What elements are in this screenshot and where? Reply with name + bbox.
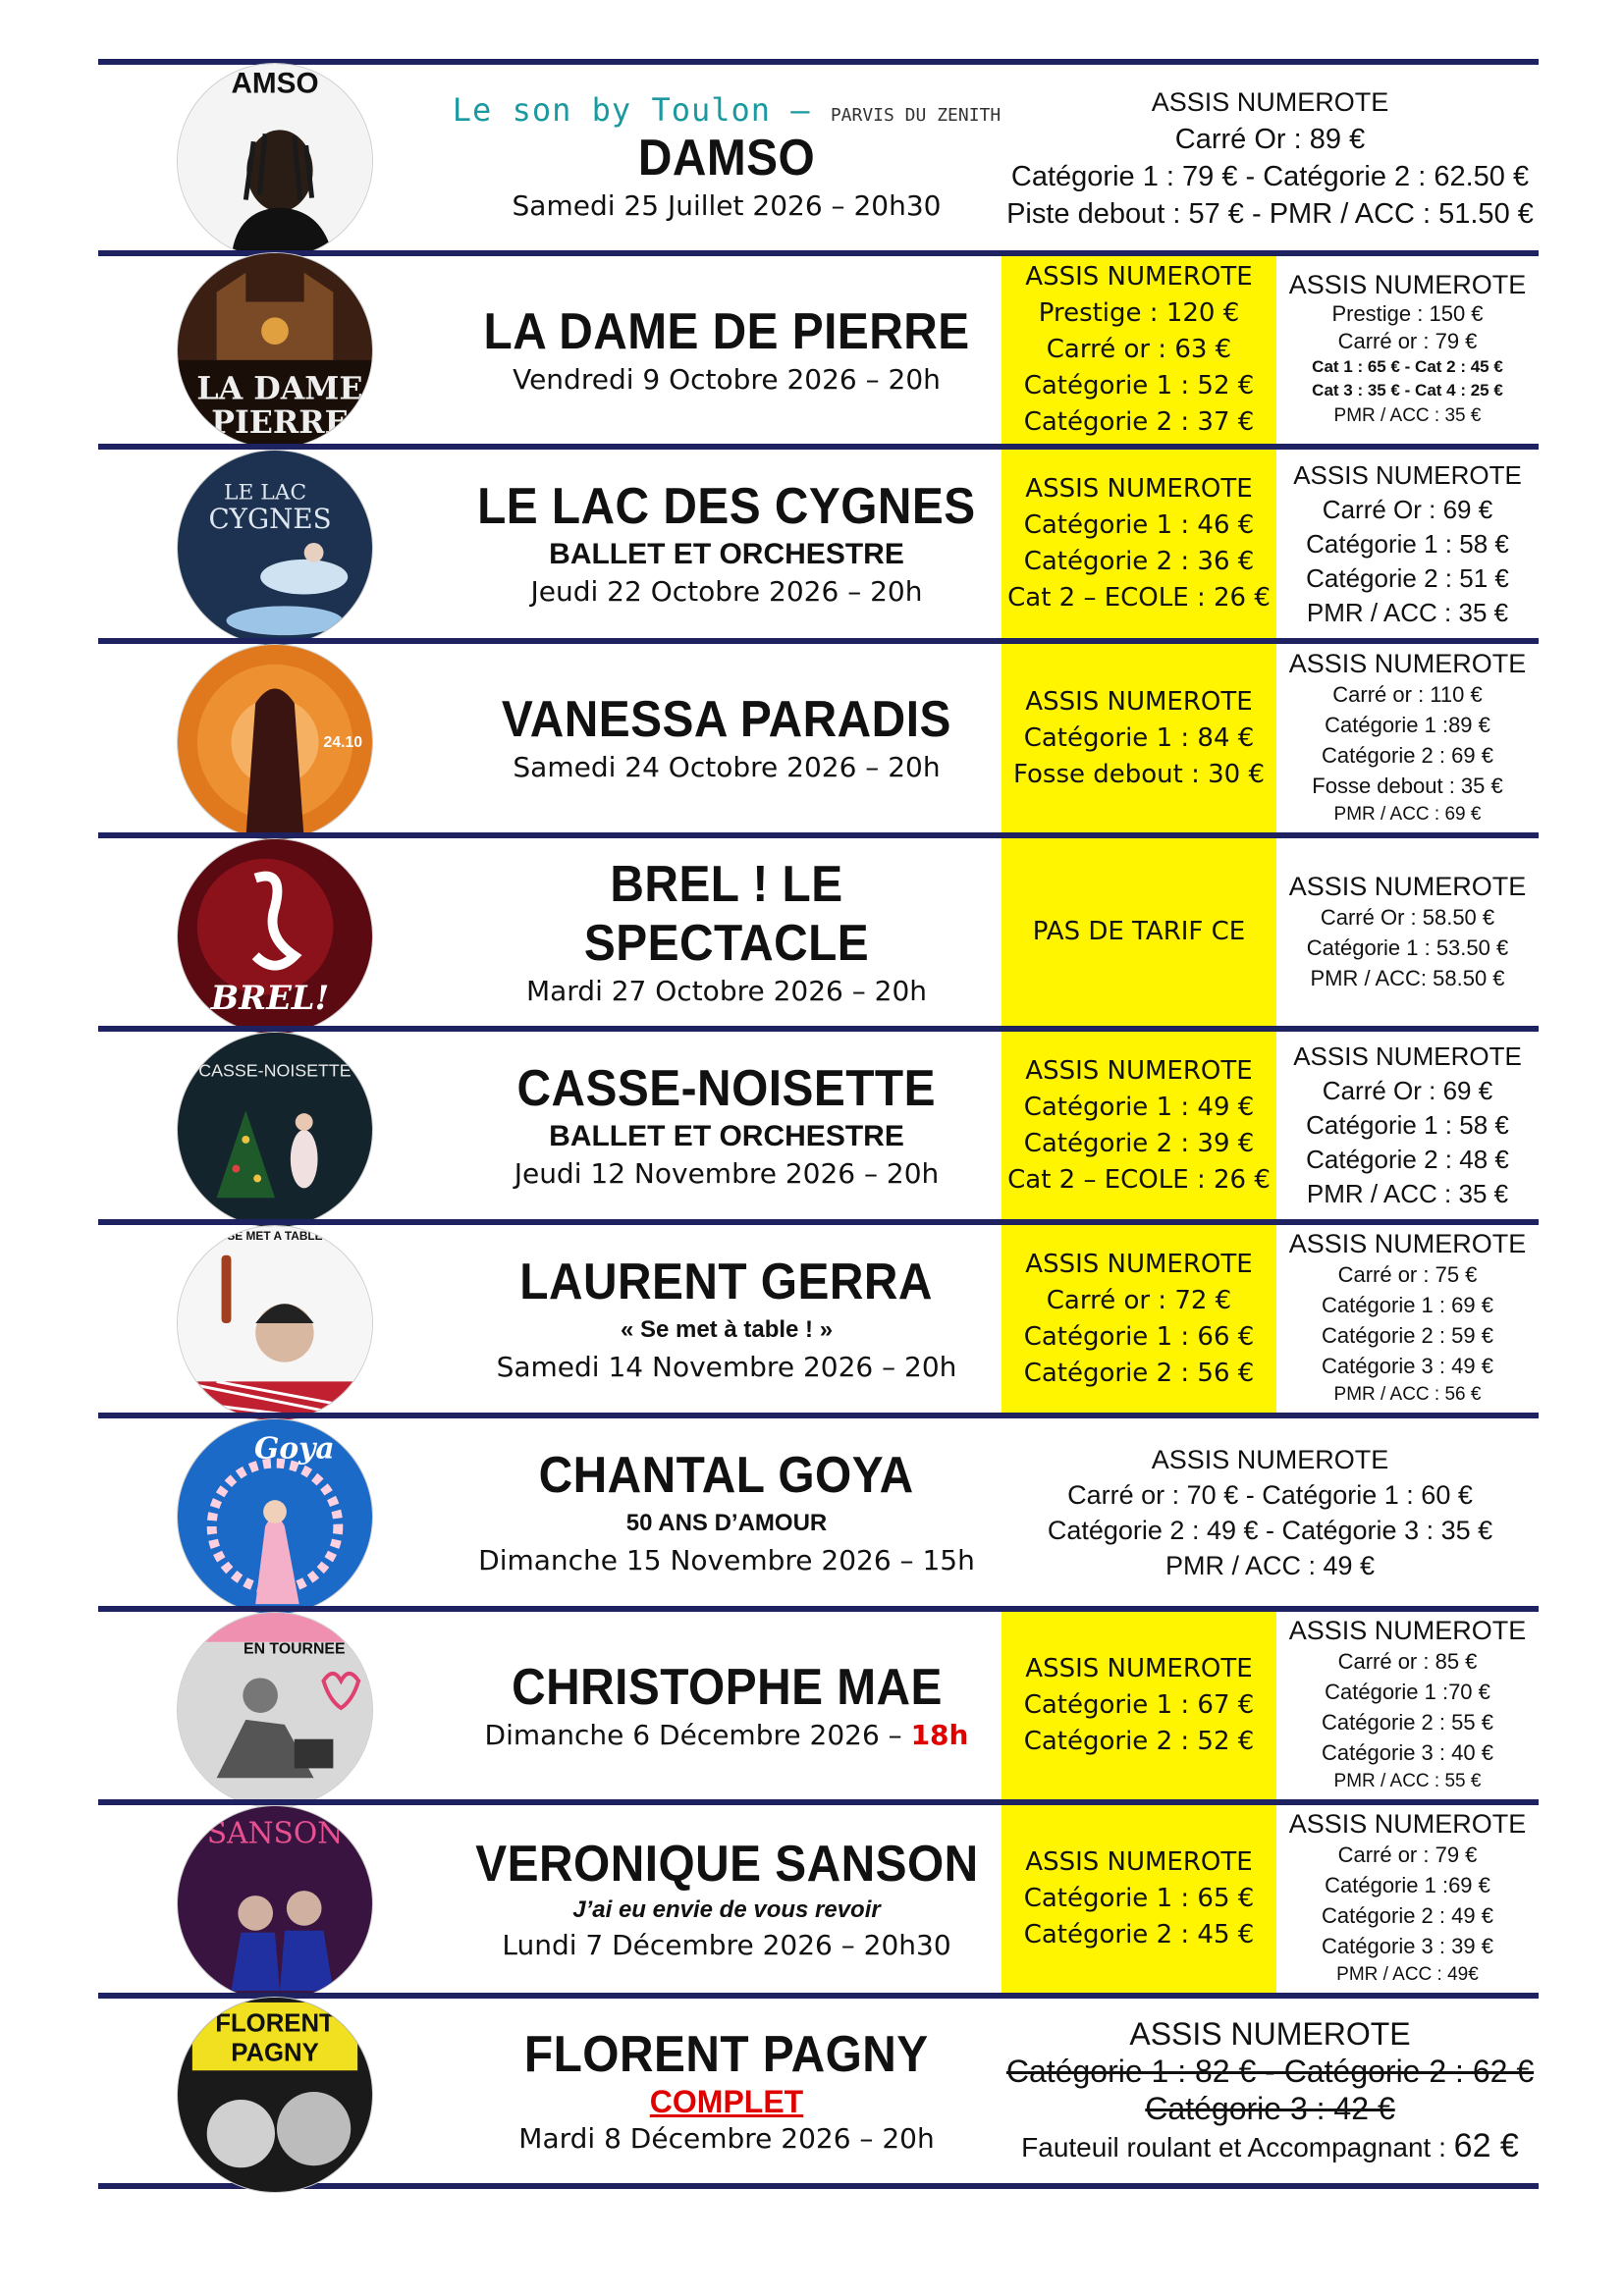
price-line: Catégorie 2 : 49 € - Catégorie 3 : 35 € bbox=[1047, 1515, 1493, 1545]
price-line: Carré or : 79 € bbox=[1337, 329, 1478, 353]
event-image-damso bbox=[177, 63, 373, 259]
event-title: VERONIQUE SANSON bbox=[474, 1835, 979, 1893]
status-badge: COMPLET bbox=[649, 2083, 804, 2119]
event-date: Vendredi 9 Octobre 2026 – 20h bbox=[513, 362, 941, 396]
price-line: Cat 2 – ECOLE : 26 € bbox=[1007, 583, 1271, 613]
event-row-florent-pagny bbox=[98, 1993, 1539, 2189]
price-line: ASSIS NUMEROTE bbox=[1288, 1809, 1527, 1839]
event-image-veronique-sanson bbox=[177, 1805, 373, 2002]
public-prices bbox=[1276, 256, 1539, 444]
public-prices bbox=[1276, 450, 1539, 638]
event-date: Lundi 7 Décembre 2026 – 20h30 bbox=[502, 1928, 951, 1961]
price-line: Catégorie 1 : 67 € bbox=[1023, 1690, 1255, 1720]
price-line: Catégorie 2 : 52 € bbox=[1023, 1727, 1255, 1756]
public-prices bbox=[1276, 838, 1539, 1026]
svg-text:SANSON: SANSON bbox=[206, 1816, 344, 1851]
event-date: Dimanche 15 Novembre 2026 – 15h bbox=[478, 1543, 975, 1576]
event-date: Samedi 24 Octobre 2026 – 20h bbox=[513, 751, 941, 783]
svg-text:CASSE-NOISETTE: CASSE-NOISETTE bbox=[198, 1060, 352, 1081]
price-line: Fosse debout : 30 € bbox=[1012, 759, 1266, 789]
event-info bbox=[452, 1032, 1001, 1219]
price-line: PAS DE TARIF CE bbox=[1032, 917, 1246, 946]
price-line: Carré or : 110 € bbox=[1332, 681, 1483, 707]
event-image-le-lac-des-cygnes bbox=[177, 450, 373, 646]
event-title: FLORENT PAGNY bbox=[524, 2025, 929, 2083]
price-line: Catégorie 1 :70 € bbox=[1325, 1680, 1490, 1704]
event-date: Samedi 25 Juillet 2026 – 20h30 bbox=[512, 188, 942, 222]
event-info bbox=[452, 1999, 1001, 2183]
price-line: Prestige : 120 € bbox=[1038, 298, 1240, 328]
price-line: Cat 3 : 35 € - Cat 4 : 25 € bbox=[1312, 381, 1503, 400]
event-row-casse-noisette bbox=[98, 1026, 1539, 1219]
price-line: Catégorie 2 : 37 € bbox=[1023, 407, 1255, 437]
event-image-vanessa-paradis bbox=[177, 644, 373, 840]
event-date: Mardi 27 Octobre 2026 – 20h bbox=[525, 974, 928, 1007]
price-line: Catégorie 1 :69 € bbox=[1325, 1873, 1490, 1897]
price-line: Catégorie 2 : 55 € bbox=[1322, 1710, 1493, 1735]
public-prices bbox=[1276, 1225, 1539, 1413]
event-subtitle: J’ai eu envie de vous revoir bbox=[572, 1896, 881, 1923]
price-line: ASSIS NUMEROTE bbox=[1025, 1654, 1253, 1683]
svg-text:CYGNES: CYGNES bbox=[208, 503, 332, 536]
price-line: PMR / ACC : 49€ bbox=[1336, 1964, 1479, 1985]
price-line: ASSIS NUMEROTE bbox=[1025, 1847, 1253, 1877]
price-line: ASSIS NUMEROTE bbox=[1288, 1229, 1527, 1258]
event-image-casse-noisette bbox=[177, 1032, 373, 1228]
price-line: PMR / ACC : 55 € bbox=[1333, 1771, 1482, 1791]
event-row-la-dame-de-pierre bbox=[98, 250, 1539, 444]
event-subtitle: BALLET ET ORCHESTRE bbox=[549, 538, 904, 570]
price-line: Catégorie 1 : 66 € bbox=[1023, 1321, 1255, 1352]
event-title: CASSE-NOISETTE bbox=[516, 1059, 937, 1117]
full-prices bbox=[1001, 1418, 1539, 1606]
price-line: Catégorie 2 : 59 € bbox=[1322, 1323, 1493, 1348]
event-info bbox=[452, 838, 1001, 1026]
public-prices bbox=[1276, 644, 1539, 832]
event-info bbox=[452, 1225, 1001, 1413]
price-line: PMR / ACC : 35 € bbox=[1306, 597, 1509, 627]
public-prices bbox=[1276, 1032, 1539, 1219]
svg-text:AMSO: AMSO bbox=[231, 67, 319, 100]
price-line: Catégorie 1 :89 € bbox=[1325, 712, 1490, 737]
price-line: Piste debout : 57 € - PMR / ACC : 51.50 € bbox=[1006, 197, 1534, 230]
svg-text:LE LAC: LE LAC bbox=[224, 480, 307, 506]
price-line: ASSIS NUMEROTE bbox=[1288, 648, 1527, 678]
price-list bbox=[98, 59, 1539, 2189]
event-image-brel bbox=[177, 838, 373, 1035]
price-line: Catégorie 3 : 40 € bbox=[1322, 1740, 1493, 1765]
price-line: PMR / ACC : 56 € bbox=[1333, 1384, 1482, 1405]
price-line: ASSIS NUMEROTE bbox=[1288, 1616, 1527, 1645]
ce-prices bbox=[1001, 256, 1276, 444]
price-line: Catégorie 1 : 84 € bbox=[1023, 722, 1255, 753]
event-subtitle: « Se met à table ! » bbox=[620, 1315, 834, 1343]
event-title: LE LAC DES CYGNES bbox=[477, 478, 976, 535]
event-row-christophe-mae bbox=[98, 1606, 1539, 1799]
svg-text:LA DAME: LA DAME bbox=[196, 370, 363, 407]
price-line: Carré Or : 89 € bbox=[1174, 123, 1366, 155]
price-line: Catégorie 3 : 39 € bbox=[1322, 1934, 1493, 1958]
event-row-veronique-sanson bbox=[98, 1799, 1539, 1993]
public-prices bbox=[1276, 1612, 1539, 1799]
price-line: Catégorie 2 : 49 € bbox=[1322, 1903, 1493, 1928]
price-line: Carré Or : 69 € bbox=[1322, 494, 1493, 524]
price-line: ASSIS NUMEROTE bbox=[1293, 459, 1522, 490]
event-info bbox=[452, 256, 1001, 444]
price-line: PMR / ACC : 69 € bbox=[1333, 803, 1482, 825]
event-info bbox=[452, 1418, 1001, 1606]
price-line: PMR / ACC: 58.50 € bbox=[1310, 965, 1505, 990]
price-line: Fosse debout : 35 € bbox=[1312, 773, 1503, 798]
event-row-vanessa-paradis bbox=[98, 638, 1539, 832]
event-info bbox=[452, 1805, 1001, 1993]
event-image-laurent-gerra bbox=[177, 1225, 373, 1421]
price-line: Cat 2 – ECOLE : 26 € bbox=[1007, 1164, 1271, 1195]
price-line: Catégorie 2 : 69 € bbox=[1322, 742, 1493, 768]
svg-text:SE MET A TABLE: SE MET A TABLE bbox=[227, 1228, 323, 1243]
price-line: ASSIS NUMEROTE bbox=[1025, 1249, 1253, 1279]
event-time-highlight: 18h bbox=[910, 1718, 969, 1751]
price-line: Catégorie 1 : 69 € bbox=[1322, 1293, 1493, 1317]
event-image-la-dame-de-pierre bbox=[177, 252, 373, 449]
event-image-chantal-goya bbox=[177, 1418, 373, 1615]
price-line: Carré or : 63 € bbox=[1046, 335, 1232, 364]
event-row-laurent-gerra bbox=[98, 1219, 1539, 1413]
event-title: CHRISTOPHE MAE bbox=[511, 1658, 943, 1716]
event-date: Jeudi 22 Octobre 2026 – 20h bbox=[530, 575, 923, 608]
price-line: Catégorie 2 : 51 € bbox=[1306, 562, 1509, 593]
price-line: Catégorie 1 : 52 € bbox=[1023, 371, 1255, 400]
price-line: Catégorie 1 : 49 € bbox=[1023, 1092, 1255, 1122]
price-line: Prestige : 150 € bbox=[1331, 301, 1484, 326]
event-info bbox=[452, 450, 1001, 638]
price-line: Catégorie 2 : 45 € bbox=[1023, 1920, 1255, 1949]
svg-text:24.10: 24.10 bbox=[323, 733, 363, 751]
svg-text:BREL!: BREL! bbox=[210, 978, 330, 1018]
price-line: ASSIS NUMEROTE bbox=[1025, 474, 1253, 504]
full-prices bbox=[1001, 1999, 1539, 2183]
price-line: Cat 1 : 65 € - Cat 2 : 45 € bbox=[1312, 357, 1503, 376]
event-title: VANESSA PARADIS bbox=[502, 691, 951, 748]
ce-prices bbox=[1001, 1225, 1276, 1413]
price-line: ASSIS NUMEROTE bbox=[1129, 2016, 1411, 2052]
price-line: Carré Or : 69 € bbox=[1322, 1076, 1493, 1105]
price-line: ASSIS NUMEROTE bbox=[1151, 1444, 1389, 1474]
price-line: Catégorie 1 : 58 € bbox=[1306, 1110, 1509, 1140]
price-line: ASSIS NUMEROTE bbox=[1025, 1055, 1253, 1086]
ce-prices bbox=[1001, 1612, 1276, 1799]
svg-text:FLORENT: FLORENT bbox=[215, 2009, 335, 2038]
price-line: Catégorie 2 : 48 € bbox=[1306, 1145, 1509, 1174]
event-date: Mardi 8 Décembre 2026 – 20h bbox=[518, 2121, 935, 2155]
ce-prices bbox=[1001, 1032, 1276, 1219]
event-title: LAURENT GERRA bbox=[519, 1253, 934, 1310]
event-title: CHANTAL GOYA bbox=[538, 1446, 915, 1504]
price-line: Carré or : 70 € - Catégorie 1 : 60 € bbox=[1067, 1479, 1473, 1510]
event-date: Dimanche 6 Décembre 2026 – 18h bbox=[484, 1718, 969, 1751]
price-line-struck: Catégorie 3 : 42 € bbox=[1145, 2091, 1395, 2126]
event-image-christophe-mae bbox=[177, 1612, 373, 1808]
price-line: Catégorie 1 : 58 € bbox=[1306, 528, 1509, 559]
price-line: ASSIS NUMEROTE bbox=[1025, 686, 1253, 717]
price-line: Catégorie 3 : 49 € bbox=[1322, 1354, 1493, 1378]
price-line: Catégorie 2 : 39 € bbox=[1023, 1128, 1255, 1158]
ce-prices bbox=[1001, 1805, 1276, 1993]
price-line: PMR / ACC : 35 € bbox=[1306, 1179, 1509, 1208]
price-line: Fauteuil roulant et Accompagnant : 62 € bbox=[1021, 2127, 1519, 2164]
event-subtitle: BALLET ET ORCHESTRE bbox=[549, 1119, 904, 1152]
price-line: Catégorie 1 : 65 € bbox=[1023, 1884, 1255, 1913]
price-line: Carré or : 79 € bbox=[1337, 1842, 1478, 1867]
event-date: Samedi 14 Novembre 2026 – 20h bbox=[496, 1350, 957, 1383]
price-line: Catégorie 1 : 53.50 € bbox=[1306, 934, 1509, 960]
svg-text:Goya: Goya bbox=[253, 1431, 335, 1467]
price-line: Carré or : 85 € bbox=[1337, 1649, 1478, 1674]
event-info bbox=[452, 1612, 1001, 1799]
price-line: PMR / ACC : 49 € bbox=[1164, 1550, 1376, 1580]
price-line: Catégorie 2 : 56 € bbox=[1023, 1358, 1255, 1388]
price-line: ASSIS NUMEROTE bbox=[1288, 871, 1527, 901]
price-line: ASSIS NUMEROTE bbox=[1293, 1041, 1522, 1071]
price-line: PMR / ACC : 35 € bbox=[1333, 405, 1482, 426]
ce-prices bbox=[1001, 838, 1276, 1026]
price-line: Catégorie 2 : 36 € bbox=[1023, 547, 1255, 576]
svg-text:PIERRE: PIERRE bbox=[211, 404, 349, 442]
full-prices bbox=[1001, 65, 1539, 250]
price-line: ASSIS NUMEROTE bbox=[1151, 86, 1389, 117]
price-line: Carré or : 75 € bbox=[1337, 1262, 1478, 1287]
price-line: Catégorie 1 : 46 € bbox=[1023, 510, 1255, 540]
public-prices bbox=[1276, 1805, 1539, 1993]
ce-prices bbox=[1001, 644, 1276, 832]
price-line: Carré or : 72 € bbox=[1046, 1285, 1232, 1315]
event-title: LA DAME DE PIERRE bbox=[483, 302, 970, 360]
ce-prices bbox=[1001, 450, 1276, 638]
event-row-brel bbox=[98, 832, 1539, 1026]
event-row-chantal-goya bbox=[98, 1413, 1539, 1606]
event-subtitle: 50 ANS D’AMOUR bbox=[625, 1509, 828, 1536]
event-image-florent-pagny bbox=[177, 1997, 373, 2193]
price-line: ASSIS NUMEROTE bbox=[1288, 270, 1527, 299]
price-line: Catégorie 1 : 79 € - Catégorie 2 : 62.50 € bbox=[1010, 160, 1530, 192]
event-title: BREL ! LE SPECTACLE bbox=[583, 855, 870, 972]
event-row-le-lac-des-cygnes bbox=[98, 444, 1539, 638]
svg-text:PAGNY: PAGNY bbox=[231, 2039, 319, 2067]
price-line-struck: Catégorie 1 : 82 € - Catégorie 2 : 62 € bbox=[1005, 2054, 1535, 2089]
venue-label: Le son by Toulon – PARVIS DU ZENITH bbox=[452, 90, 1001, 129]
event-date: Jeudi 12 Novembre 2026 – 20h bbox=[514, 1156, 940, 1190]
event-info bbox=[452, 65, 1001, 250]
event-row-damso bbox=[98, 59, 1539, 250]
event-title: DAMSO bbox=[637, 129, 816, 187]
svg-text:EN TOURNEE: EN TOURNEE bbox=[244, 1640, 346, 1658]
price-line: Carré Or : 58.50 € bbox=[1320, 904, 1495, 930]
price-line: ASSIS NUMEROTE bbox=[1025, 262, 1253, 292]
event-info bbox=[452, 644, 1001, 832]
